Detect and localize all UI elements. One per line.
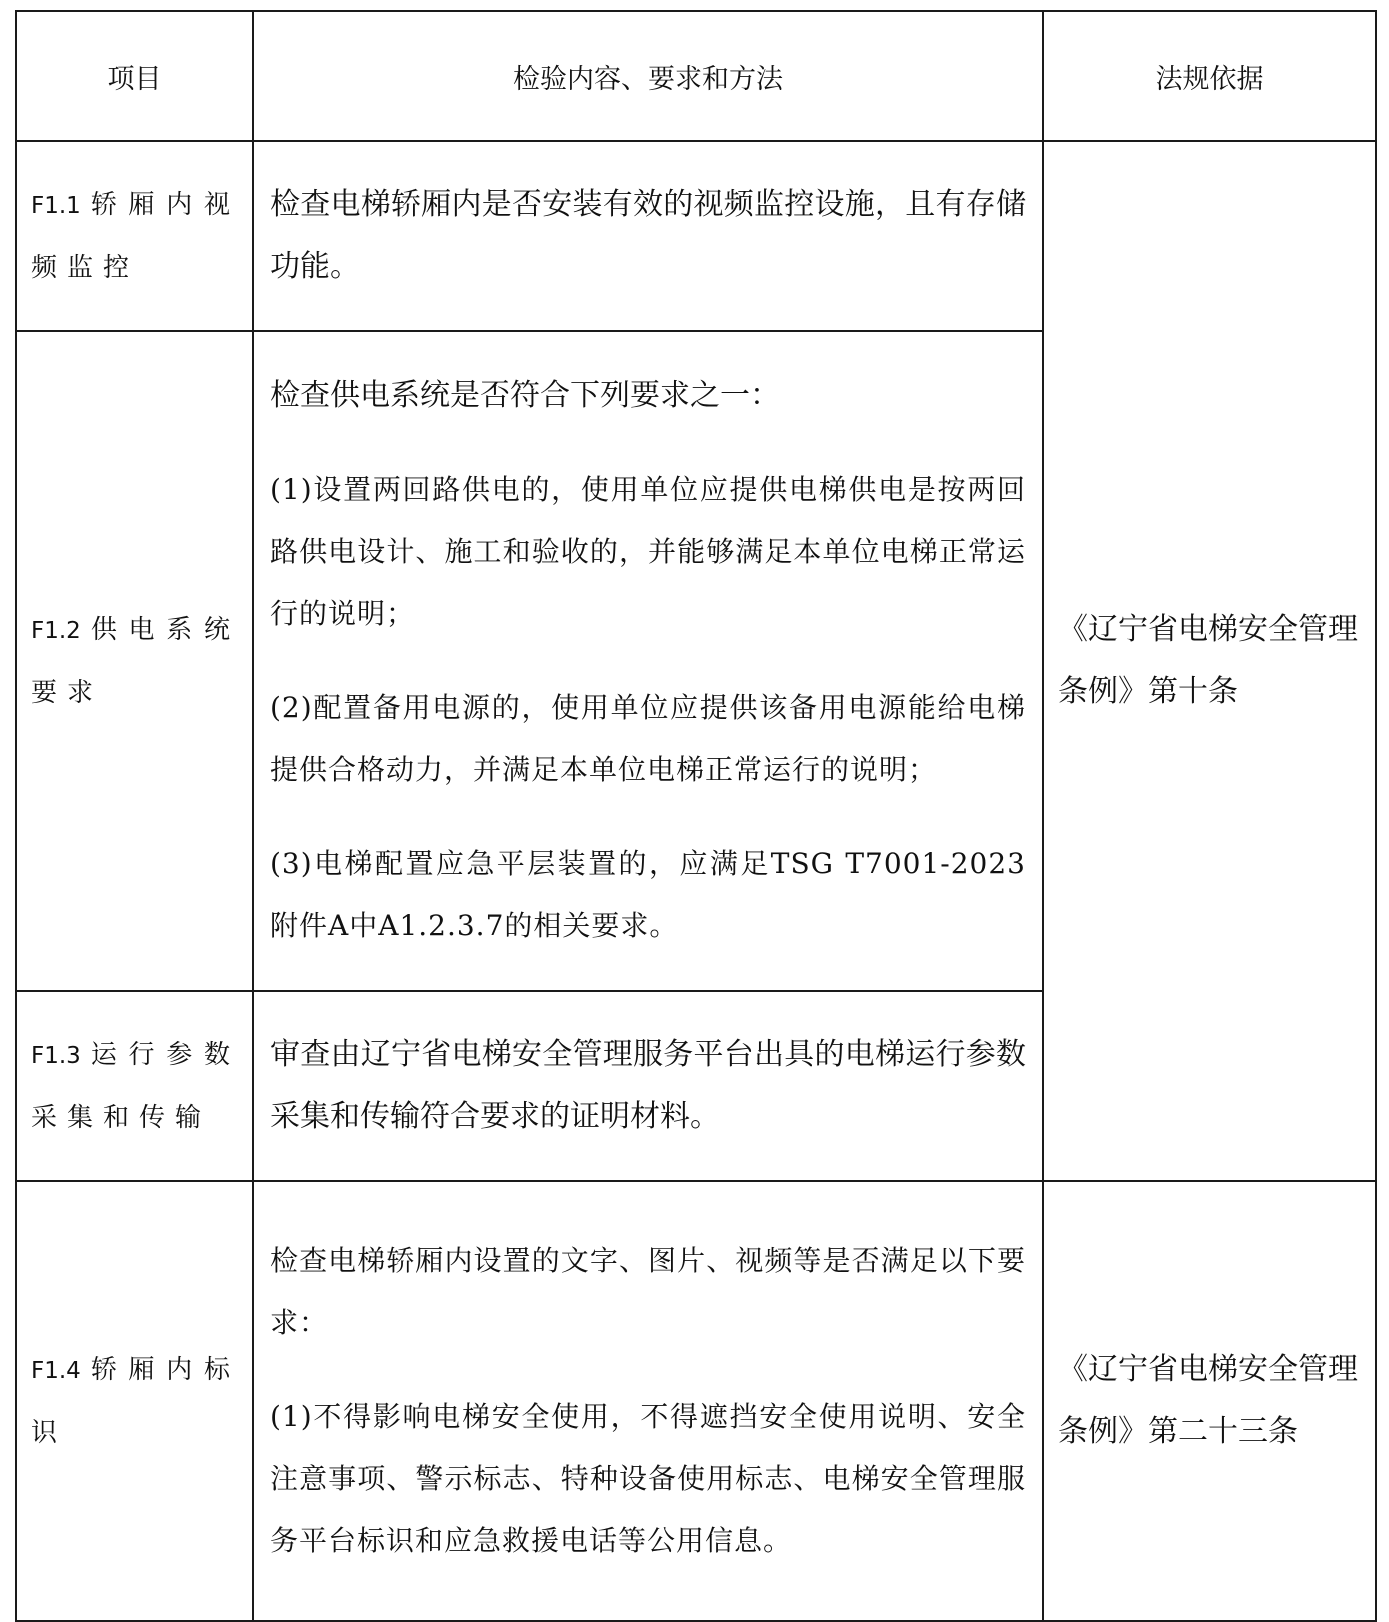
item-name: 供电系统要求: [31, 614, 240, 708]
item-name: 轿厢内视频监控: [31, 189, 240, 283]
item-name: 轿厢内标识: [31, 1354, 240, 1448]
item-code: F1.2: [31, 617, 81, 644]
item-cell: [16, 991, 253, 1181]
content-paragraph: (1)设置两回路供电的，使用单位应提供电梯供电是按两回路供电设计、施工和验收的，并能够满足本单位电梯正常运行的说明；: [270, 473, 1026, 630]
basis-cell: [1043, 141, 1376, 1181]
item-code: F1.1: [31, 192, 81, 219]
table-header-row: [16, 11, 1376, 141]
item-cell: [16, 331, 253, 991]
basis-cell: [1043, 1181, 1376, 1621]
content-paragraph: 检查电梯轿厢内是否安装有效的视频监控设施，且有存储功能。: [270, 187, 1026, 284]
item-cell: [16, 141, 253, 331]
inspection-table: [15, 10, 1377, 1622]
basis-text: 《辽宁省电梯安全管理条例》第二十三条: [1058, 1352, 1358, 1449]
header-basis: 法规依据: [1043, 11, 1376, 141]
table-row: [16, 141, 1376, 331]
content-paragraph: (1)不得影响电梯安全使用，不得遮挡安全使用说明、安全注意事项、警示标志、特种设备使用标志、电梯安全管理服务平台标识和应急救援电话等公用信息。: [270, 1400, 1026, 1557]
basis-text: 《辽宁省电梯安全管理条例》第十条: [1058, 612, 1358, 709]
content-paragraph: (2)配置备用电源的，使用单位应提供该备用电源能给电梯提供合格动力，并满足本单位电梯正常运行的说明；: [270, 691, 1026, 786]
item-code: F1.3: [31, 1042, 81, 1069]
item-cell: [16, 1181, 253, 1621]
content-paragraph: (3)电梯配置应急平层装置的，应满足TSG T7001-2023附件A中A1.2.3.7的相关要求。: [270, 847, 1026, 942]
item-code: F1.4: [31, 1357, 81, 1384]
header-content: 检验内容、要求和方法: [253, 11, 1043, 141]
content-cell: [253, 331, 1043, 991]
content-cell: [253, 141, 1043, 331]
header-item: 项目: [16, 11, 253, 141]
content-paragraph: 检查电梯轿厢内设置的文字、图片、视频等是否满足以下要求：: [270, 1244, 1026, 1339]
item-name: 运行参数采集和传输: [31, 1039, 240, 1133]
content-cell: [253, 991, 1043, 1181]
content-paragraph: 审查由辽宁省电梯安全管理服务平台出具的电梯运行参数采集和传输符合要求的证明材料。: [270, 1037, 1026, 1134]
content-paragraph: 检查供电系统是否符合下列要求之一：: [270, 378, 780, 413]
table-row: [16, 1181, 1376, 1621]
content-cell: [253, 1181, 1043, 1621]
